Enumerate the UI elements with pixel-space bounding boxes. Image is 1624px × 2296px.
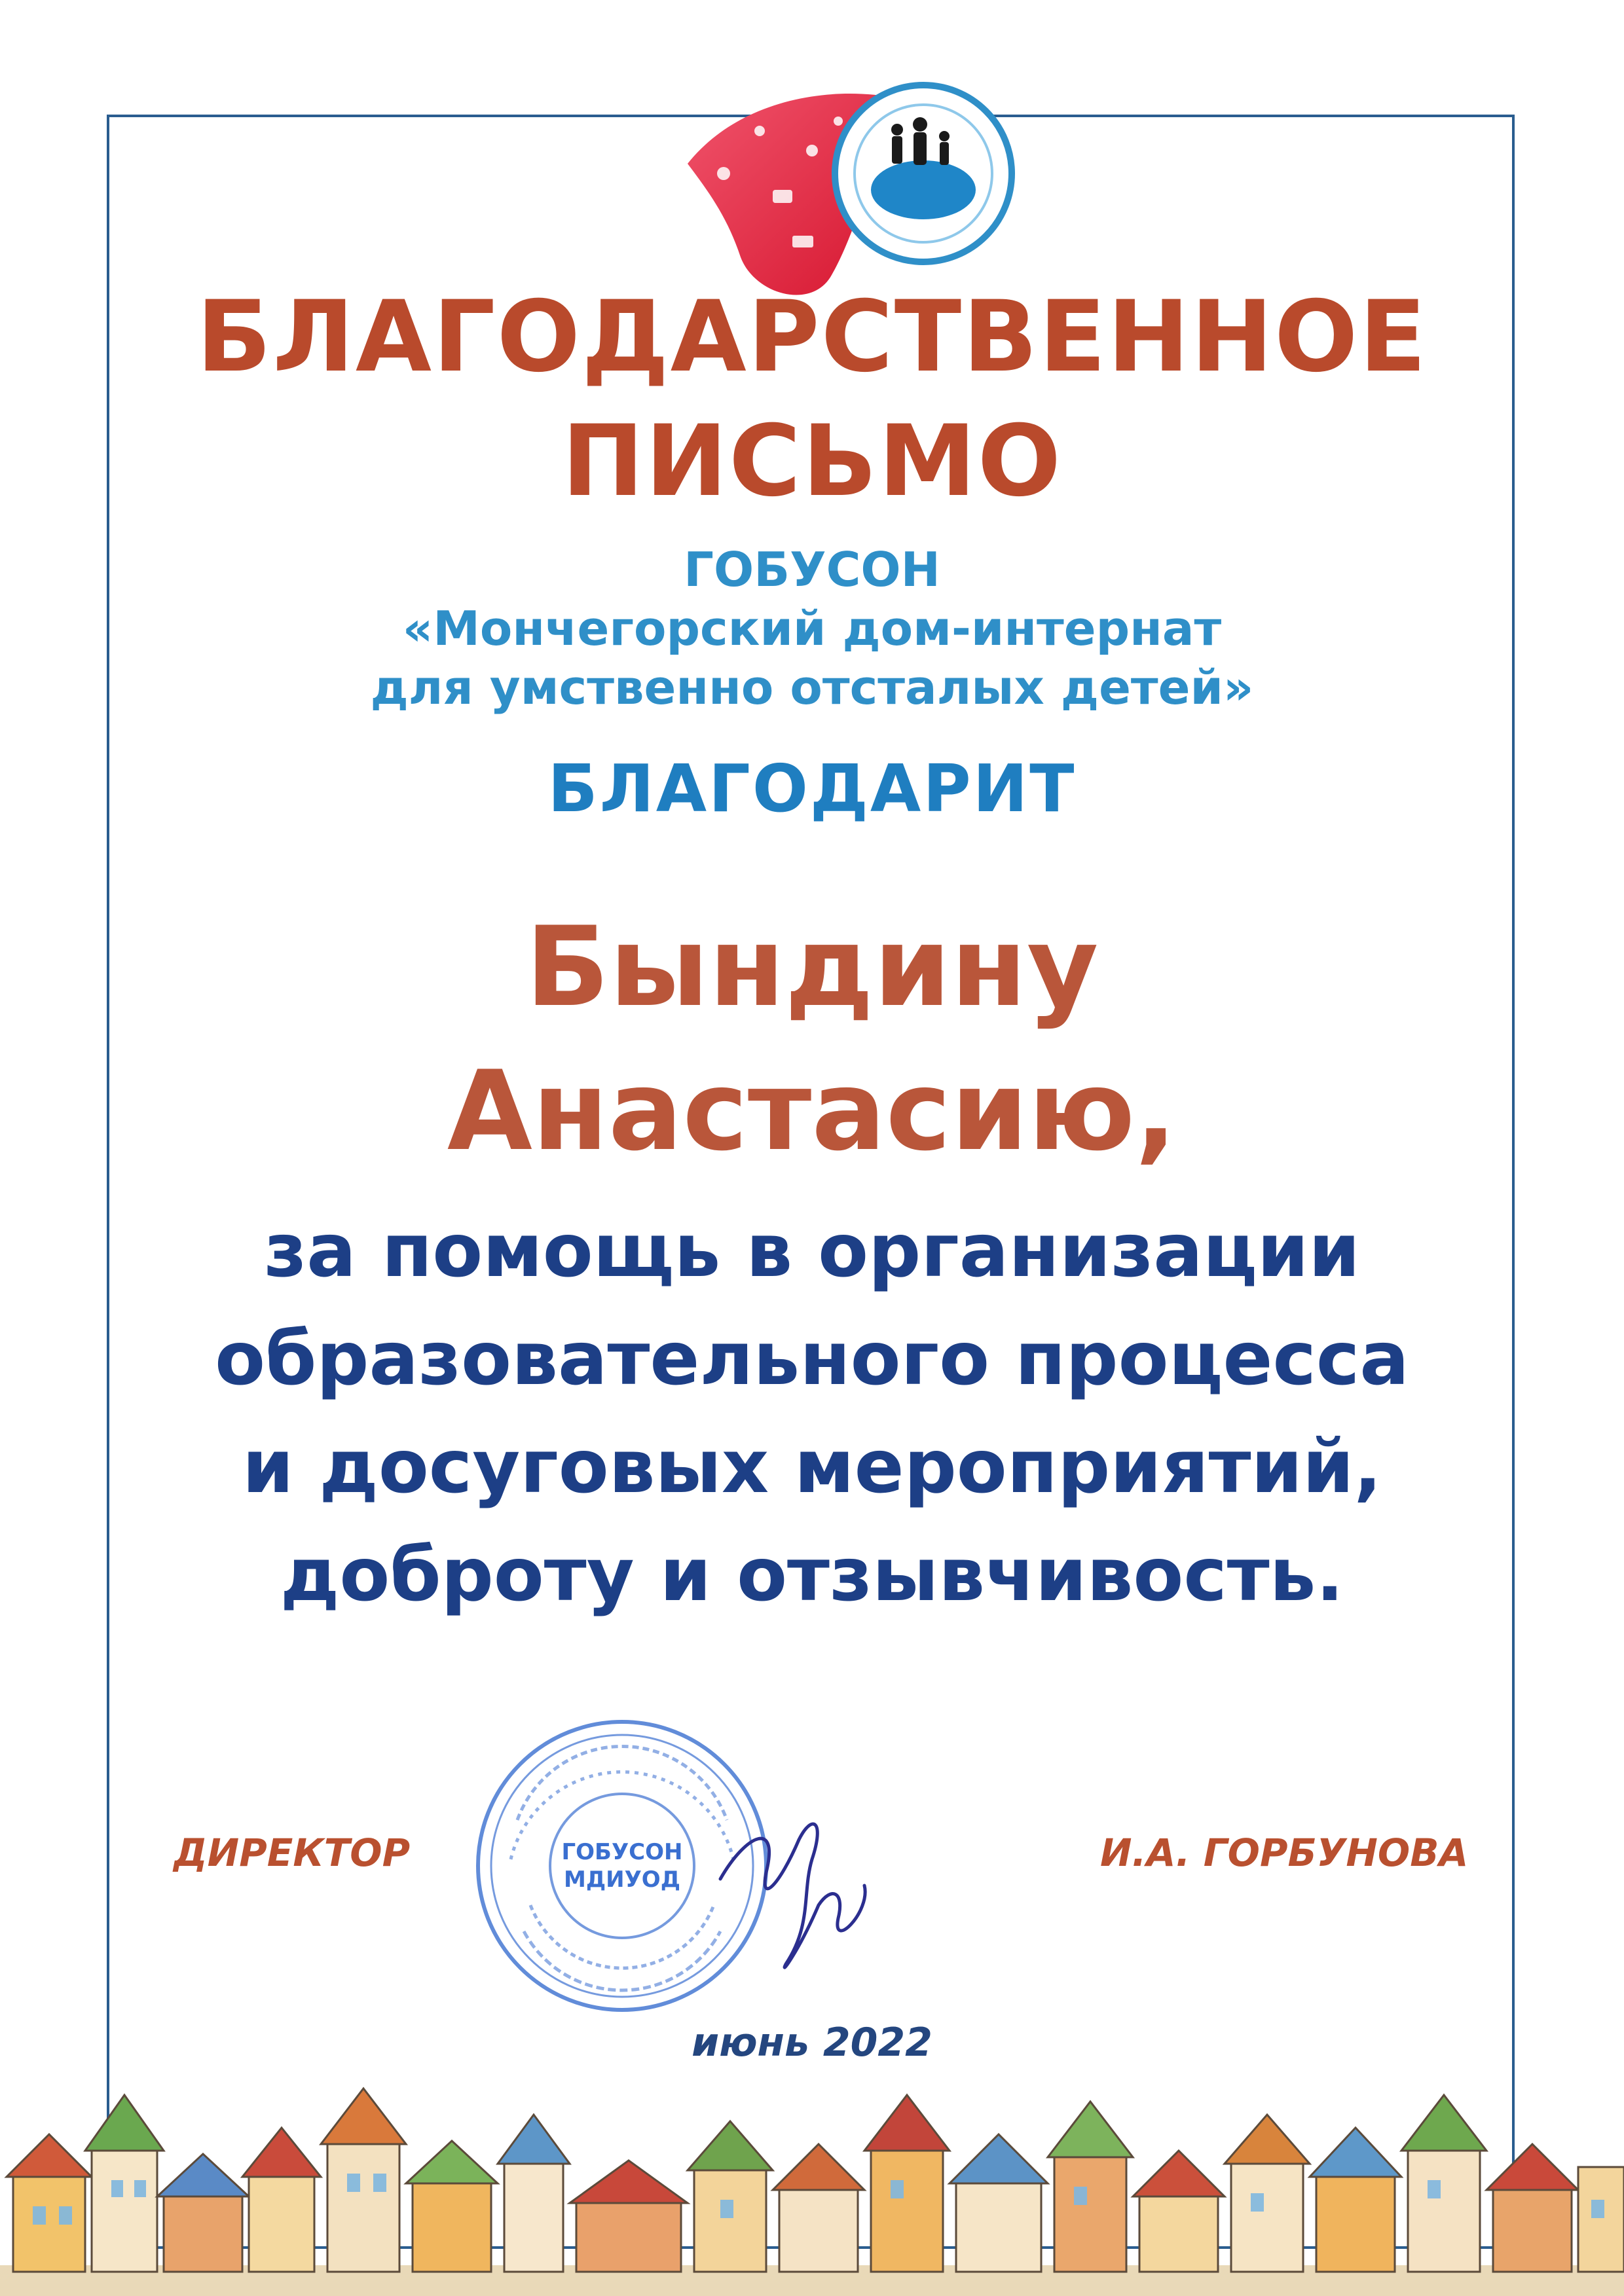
recipient-surname: Бындину: [525, 903, 1099, 1031]
reason-line1: за помощь в организации: [264, 1209, 1360, 1294]
stamp-center-line2: МДИУОД: [564, 1867, 680, 1893]
letter-title-line1: БЛАГОДАРСТВЕННОЕ: [196, 280, 1428, 394]
issue-date: июнь 2022: [692, 2020, 932, 2066]
stamp-center-line1: ГОБУСОН: [561, 1839, 683, 1865]
reason-line2: образовательного процесса: [215, 1317, 1409, 1402]
reason-line4: доброту и отзывчивость.: [280, 1533, 1344, 1618]
reason-line3: и досуговых мероприятий,: [242, 1425, 1382, 1510]
emblem-globe: [871, 160, 976, 219]
signature-name: И.А. ГОРБУНОВА: [1100, 1831, 1469, 1875]
organization-name-line2: для умственно отсталых детей»: [370, 660, 1254, 715]
thanks-word: БЛАГОДАРИТ: [547, 750, 1077, 827]
organization-abbr: ГОБУСОН: [684, 542, 940, 597]
letter-title-line2: ПИСЬМО: [561, 405, 1063, 519]
organization-name-line1: «Мончегорский дом-интернат: [402, 601, 1222, 656]
signature-position: ДИРЕКТОР: [174, 1831, 411, 1875]
round-stamp: [471, 1689, 891, 2030]
recipient-name: Анастасию,: [447, 1047, 1177, 1175]
